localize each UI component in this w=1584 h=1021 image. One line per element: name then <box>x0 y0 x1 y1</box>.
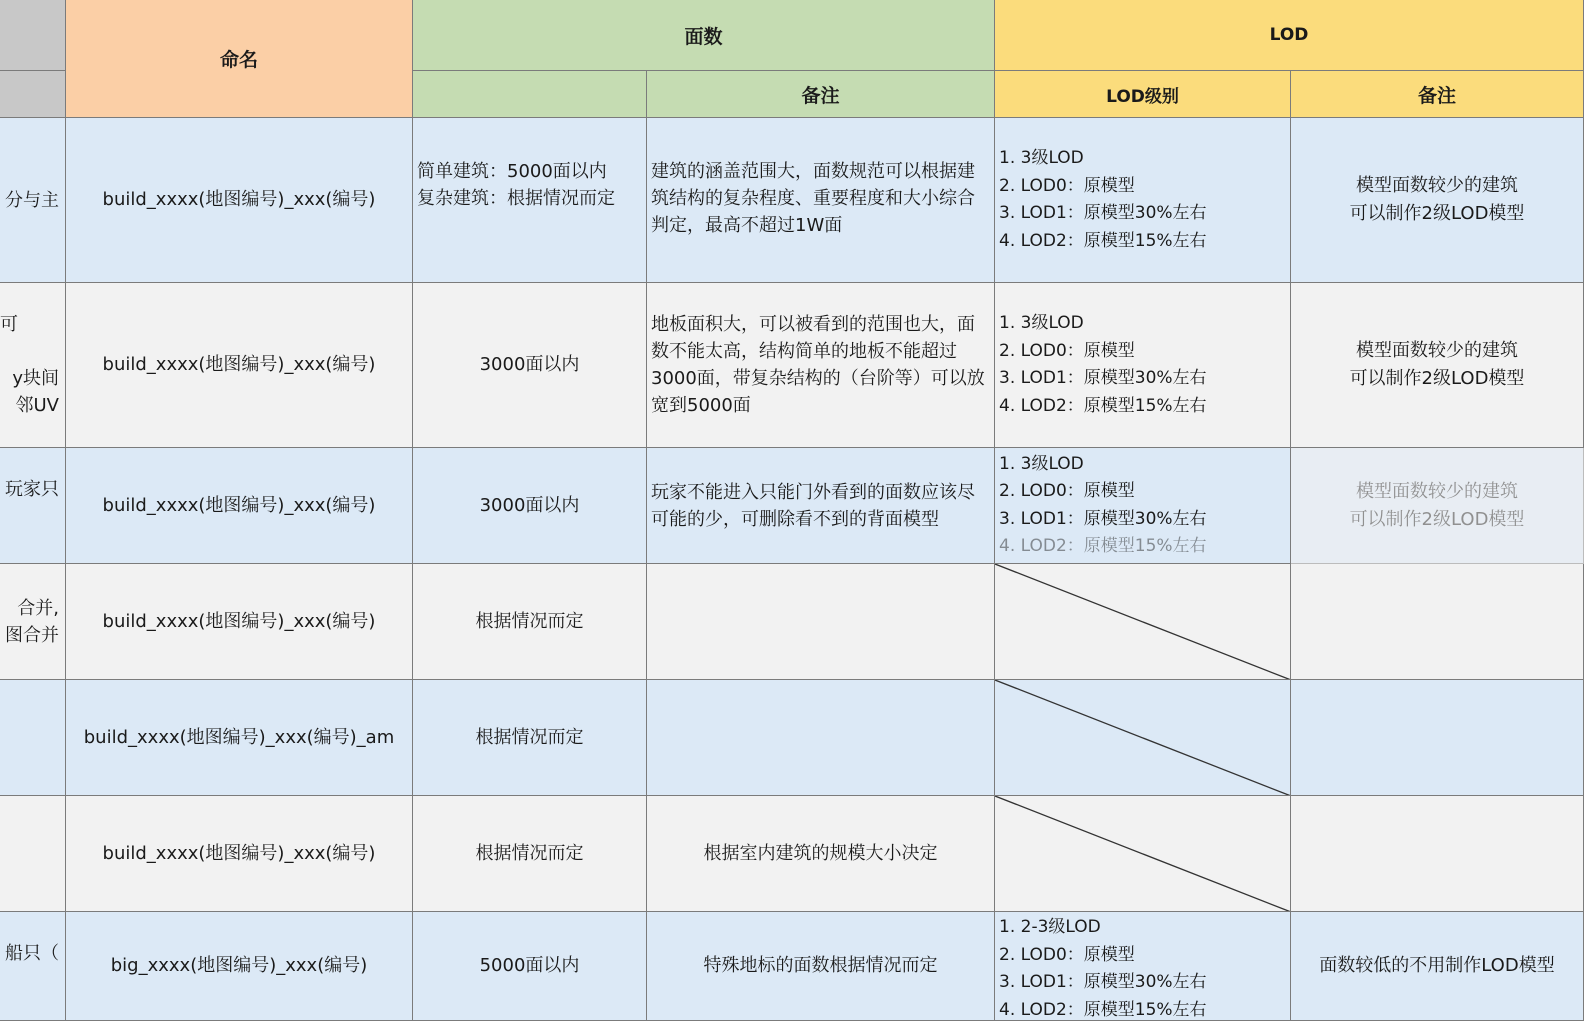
row-7-clipped-cell[interactable] <box>0 912 66 1021</box>
row-4-lod-level-na[interactable] <box>995 564 1291 680</box>
diagonal-slash-icon <box>995 680 1291 796</box>
row-6-lod-note[interactable] <box>1291 796 1584 912</box>
row-1-clipped-cell[interactable] <box>0 118 66 283</box>
lod-line: 2. LOD0：原模型 <box>999 481 1135 501</box>
lod-line: 4. LOD2：原模型15%左右 <box>999 395 1207 416</box>
row-5-clipped-cell[interactable] <box>0 680 66 796</box>
lod-line: 4. LOD2：原模型15%左右 <box>999 999 1207 1020</box>
header-cell-clipped-top[interactable] <box>0 0 66 71</box>
row-1-lod-level[interactable] <box>995 118 1291 283</box>
lod-line: 4. LOD2：原模型15%左右 <box>999 230 1207 251</box>
row-3-lod-note[interactable]: 模型面数较少的建筑 可以制作2级LOD模型 <box>1291 448 1584 564</box>
row-1-faces-note[interactable]: 建筑的涵盖范围大，面数规范可以根据建筑结构的复杂程度、重要程度和大小综合判定，最高不超过1W面 <box>647 118 995 283</box>
header-faces-value[interactable] <box>413 71 647 118</box>
row-2-lod-note[interactable]: 模型面数较少的建筑 可以制作2级LOD模型 <box>1291 283 1584 448</box>
row-3-faces[interactable]: 3000面以内 <box>413 448 647 564</box>
clipped-text: 分与主 <box>5 189 59 211</box>
row-4-clipped-cell[interactable] <box>0 564 66 680</box>
clipped-text <box>0 338 65 365</box>
lod-line: 2. LOD0：原模型 <box>999 175 1135 196</box>
row-1-lod-note[interactable]: 模型面数较少的建筑 可以制作2级LOD模型 <box>1291 118 1584 283</box>
diagonal-slash-icon <box>995 564 1291 680</box>
row-6-faces[interactable]: 根据情况而定 <box>413 796 647 912</box>
header-cell-clipped-bottom[interactable] <box>0 71 66 118</box>
clipped-text: 邻UV <box>15 395 59 416</box>
row-4-lod-note[interactable] <box>1291 564 1584 680</box>
row-2-name[interactable]: build_xxxx(地图编号)_xxx(编号) <box>66 283 413 448</box>
row-1-name[interactable]: build_xxxx(地图编号)_xxx(编号) <box>66 118 413 283</box>
header-lod-level[interactable]: LOD级别 <box>995 71 1291 118</box>
row-2-faces[interactable]: 3000面以内 <box>413 283 647 448</box>
lod-line: 3. LOD1：原模型30%左右 <box>999 203 1207 223</box>
row-6-clipped-cell[interactable] <box>0 796 66 912</box>
row-3-lod-level[interactable] <box>995 448 1291 564</box>
header-faces[interactable]: 面数 <box>413 0 995 71</box>
lod-line: 1. 3级LOD <box>999 148 1084 168</box>
row-3-faces-note[interactable]: 玩家不能进入只能门外看到的面数应该尽可能的少，可删除看不到的背面模型 <box>647 448 995 564</box>
row-5-lod-level-na[interactable] <box>995 680 1291 796</box>
diagonal-slash-icon <box>995 796 1291 912</box>
lod-line: 1. 3级LOD <box>999 313 1084 333</box>
clipped-text: 图合并 <box>5 624 59 646</box>
row-2-lod-level[interactable] <box>995 283 1291 448</box>
row-2-clipped-cell[interactable] <box>0 283 66 448</box>
row-1-faces[interactable]: 简单建筑：5000面以内 复杂建筑：根据情况而定 <box>413 118 647 283</box>
header-lod[interactable]: LOD <box>995 0 1584 71</box>
lod-line: 2. LOD0：原模型 <box>999 944 1135 965</box>
row-3-name[interactable]: build_xxxx(地图编号)_xxx(编号) <box>66 448 413 564</box>
row-6-name[interactable]: build_xxxx(地图编号)_xxx(编号) <box>66 796 413 912</box>
header-lod-note[interactable]: 备注 <box>1291 71 1584 118</box>
row-7-lod-level[interactable] <box>995 912 1291 1021</box>
header-naming[interactable]: 命名 <box>66 0 413 118</box>
clipped-text: 玩家只 <box>5 479 59 500</box>
row-5-name[interactable]: build_xxxx(地图编号)_xxx(编号)_am <box>66 680 413 796</box>
clipped-text: 可 <box>0 314 18 335</box>
lod-line: 2. LOD0：原模型 <box>999 340 1135 361</box>
lod-line: 3. LOD1：原模型30%左右 <box>999 972 1207 992</box>
row-7-lod-note[interactable]: 面数较低的不用制作LOD模型 <box>1291 912 1584 1021</box>
row-7-faces[interactable]: 5000面以内 <box>413 912 647 1021</box>
row-7-faces-note[interactable]: 特殊地标的面数根据情况而定 <box>647 912 995 1021</box>
lod-line: 3. LOD1：原模型30%左右 <box>999 368 1207 388</box>
row-5-faces-note[interactable] <box>647 680 995 796</box>
row-4-name[interactable]: build_xxxx(地图编号)_xxx(编号) <box>66 564 413 680</box>
clipped-text: 船只（ <box>5 943 59 964</box>
row-4-faces[interactable]: 根据情况而定 <box>413 564 647 680</box>
row-3-clipped-cell[interactable] <box>0 448 66 564</box>
row-7-name[interactable]: big_xxxx(地图编号)_xxx(编号) <box>66 912 413 1021</box>
lod-line: 1. 3级LOD <box>999 453 1084 474</box>
row-6-lod-level-na[interactable] <box>995 796 1291 912</box>
lod-line: 3. LOD1：原模型30%左右 <box>999 508 1207 529</box>
clipped-text: 合并, <box>17 597 59 619</box>
row-2-faces-note[interactable]: 地板面积大，可以被看到的范围也大，面数不能太高，结构简单的地板不能超过3000面，带复杂结构的（台阶等）可以放宽到5000面 <box>647 283 995 448</box>
row-6-faces-note[interactable]: 根据室内建筑的规模大小决定 <box>647 796 995 912</box>
lod-line: 4. LOD2：原模型15%左右 <box>999 536 1207 556</box>
header-faces-note[interactable]: 备注 <box>647 71 995 118</box>
clipped-text: y块间 <box>12 368 59 389</box>
row-4-faces-note[interactable] <box>647 564 995 680</box>
row-5-lod-note[interactable] <box>1291 680 1584 796</box>
row-5-faces[interactable]: 根据情况而定 <box>413 680 647 796</box>
lod-line: 1. 2-3级LOD <box>999 917 1101 937</box>
